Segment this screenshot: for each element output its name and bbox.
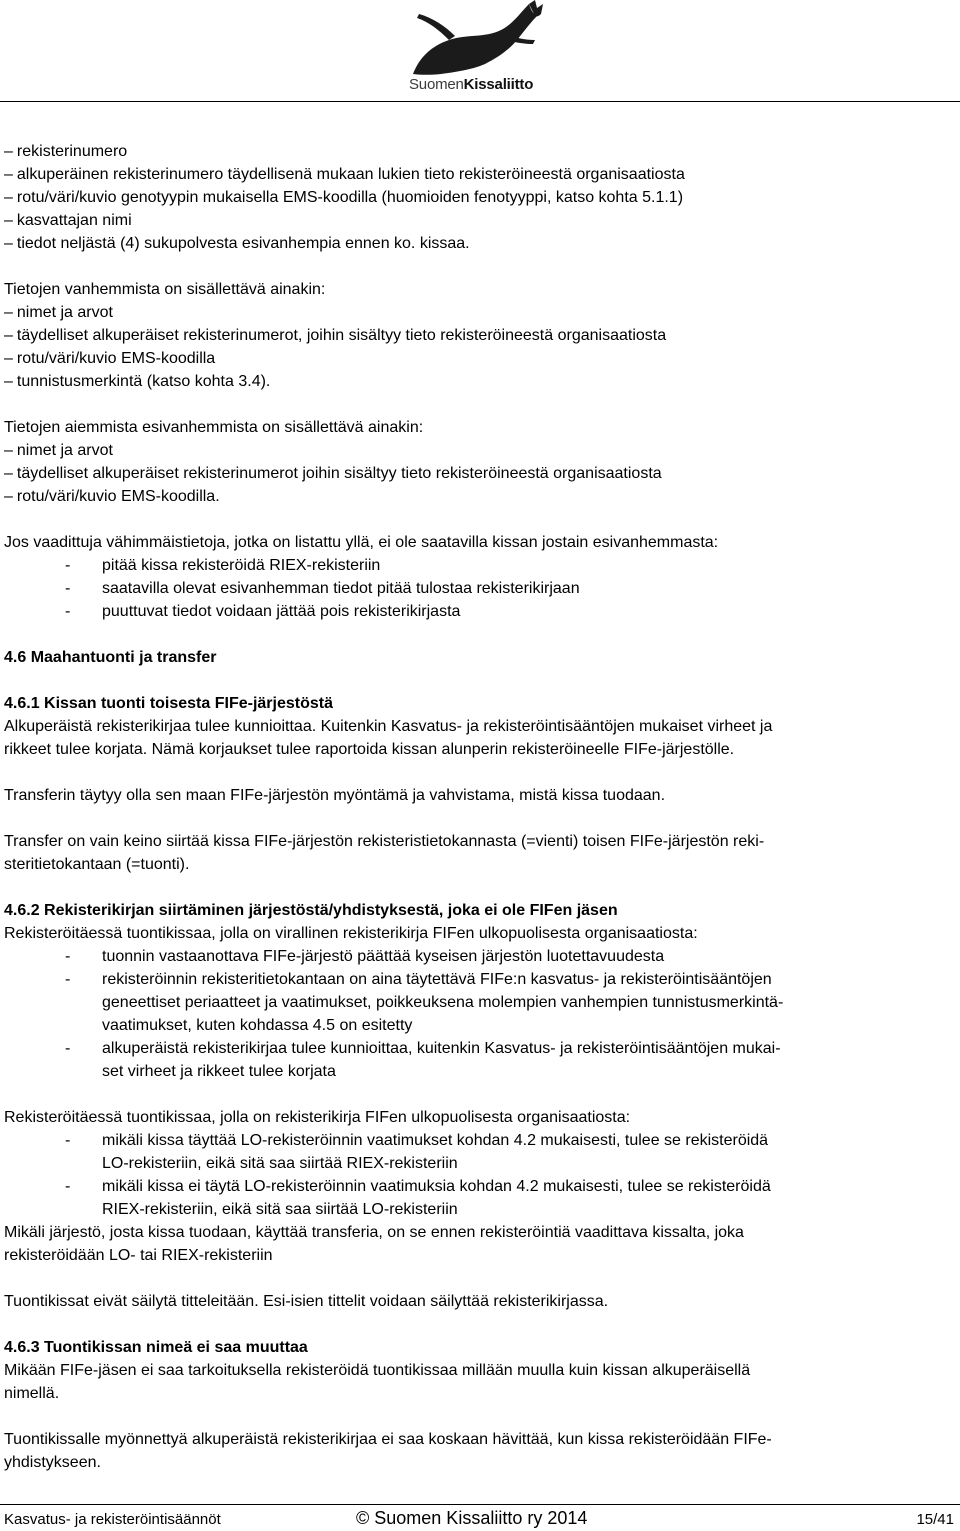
list-item: – nimet ja arvot — [4, 304, 113, 321]
list-item: – rotu/väri/kuvio EMS-koodilla. — [4, 488, 220, 505]
import-list-2 — [4, 1129, 956, 1221]
paragraph: Tuontikissat eivät säilytä titteleitään. Esi-isien tittelit voidaan säilyttää rekisterikirjassa. — [4, 1293, 609, 1310]
paragraph-line: yhdistykseen. — [4, 1454, 101, 1471]
list-item: – rotu/väri/kuvio EMS-koodilla — [4, 350, 216, 367]
list-item: – tunnistusmerkintä (katso kohta 3.4). — [4, 373, 271, 390]
paragraph-line: Mikäli järjestö, josta kissa tuodaan, käyttää transferia, on se ennen rekisteröintiä vaadittava kissalta, joka — [4, 1224, 744, 1241]
paragraph-line: Transfer on vain keino siirtää kissa FIFe-järjestön rekisteristietokannasta (=vienti) toisen FIFe-järjestön reki- — [4, 833, 765, 850]
ancestors-intro: Tietojen aiemmista esivanhemmista on sisällettävä ainakin: — [4, 419, 424, 436]
list-item: – täydelliset alkuperäiset rekisterinumerot joihin sisältyy tieto rekisteröineestä organisaatiosta — [4, 465, 662, 482]
heading-4-6-1: 4.6.1 Kissan tuonti toisesta FIFe-järjestöstä — [4, 695, 333, 712]
logo-text-regular: Suomen — [409, 76, 464, 93]
parents-intro: Tietojen vanhemmista on sisällettävä ainakin: — [4, 281, 326, 298]
heading-4-6-3: 4.6.3 Tuontikissan nimeä ei saa muuttaa — [4, 1339, 308, 1356]
paragraph: Transferin täytyy olla sen maan FIFe-järjestön myöntämä ja vahvistama, mistä kissa tuodaan. — [4, 787, 666, 804]
paragraph-line: Alkuperäistä rekisterikirjaa tulee kunnioittaa. Kuitenkin Kasvatus- ja rekisteröintisääntöjen mukaiset virheet ja — [4, 718, 773, 735]
page-footer — [4, 1508, 954, 1530]
list-item: - pitää kissa rekisteröidä RIEX-rekisteriin — [65, 557, 381, 574]
list-item: - tuonnin vastaanottava FIFe-järjestö päättää kyseisen järjestön luotettavuudesta — [65, 948, 665, 965]
heading-4-6-2: 4.6.2 Rekisterikirjan siirtäminen järjestöstä/yhdistyksestä, joka ei ole FIFen jäsen — [4, 902, 618, 919]
list-item: – rotu/väri/kuvio genotyypin mukaisella EMS-koodilla (huomioiden fenotyyppi, katso kohta 5.1.1) — [4, 189, 684, 206]
list-item: – alkuperäinen rekisterinumero täydellisenä mukaan lukien tieto rekisteröineestä organisaatiosta — [4, 166, 685, 183]
footer-copyright: © Suomen Kissaliitto ry 2014 — [356, 1508, 588, 1528]
list-item: - puuttuvat tiedot voidaan jättää pois rekisterikirjasta — [65, 603, 461, 620]
heading-4-6: 4.6 Maahantuonti ja transfer — [4, 649, 217, 666]
paragraph-line: nimellä. — [4, 1385, 60, 1402]
list-item: - saatavilla olevat esivanhemman tiedot pitää tulostaa rekisterikirjaan — [65, 580, 580, 597]
header-rule — [0, 101, 960, 102]
logo — [405, 0, 555, 98]
list-item: - mikäli kissa ei täytä LO-rekisteröinnin vaatimuksia kohdan 4.2 mukaisesti, tulee se rekisteröidä RIEX-rekisteriin, eikä sitä saa siirtää LO-rekisteriin — [65, 1178, 771, 1218]
logo-text-bold: Kissaliitto — [463, 76, 534, 93]
import-list-1 — [4, 945, 956, 1083]
intro-list — [4, 140, 956, 255]
paragraph-line: rekisteröidään LO- tai RIEX-rekisteriin — [4, 1247, 273, 1264]
paragraph-line: Tuontikissalle myönnettyä alkuperäistä rekisterikirjaa ei saa koskaan hävittää, kun kissa rekisteröidään FIFe- — [4, 1431, 772, 1448]
cat-logo-icon — [405, 0, 555, 78]
logo-wordmark — [409, 76, 533, 93]
page-number: 15/41 — [916, 1511, 954, 1528]
missing-list — [4, 554, 956, 623]
paragraph-line: steritietokantaan (=tuonti). — [4, 856, 190, 873]
paragraph-line: rikkeet tulee korjata. Nämä korjaukset tulee raportoida kissan alunperin rekisteröineelle FIFe-järjestölle. — [4, 741, 735, 758]
list-item: – rekisterinumero — [4, 143, 128, 160]
paragraph: Rekisteröitäessä tuontikissaa, jolla on virallinen rekisterikirja FIFen ulkopuolisesta organisaatiosta: — [4, 925, 698, 942]
list-item: – täydelliset alkuperäiset rekisterinumerot, joihin sisältyy tieto rekisteröineestä organisaatiosta — [4, 327, 667, 344]
footer-rule — [0, 1504, 960, 1505]
document-body — [4, 140, 956, 1474]
parents-list — [4, 301, 956, 393]
list-item: – tiedot neljästä (4) sukupolvesta esivanhempia ennen ko. kissaa. — [4, 235, 470, 252]
ancestors-list — [4, 439, 956, 508]
paragraph: Rekisteröitäessä tuontikissaa, jolla on rekisterikirja FIFen ulkopuolisesta organisaatiosta: — [4, 1109, 631, 1126]
footer-document-title: Kasvatus- ja rekisteröintisäännöt — [4, 1511, 221, 1528]
list-item: - alkuperäistä rekisterikirjaa tulee kunnioittaa, kuitenkin Kasvatus- ja rekisteröintisääntöjen mukai- set virheet ja rikkeet tulee korjata — [65, 1040, 781, 1080]
paragraph-line: Mikään FIFe-jäsen ei saa tarkoituksella rekisteröidä tuontikissaa millään muulla kuin kissan alkuperäisellä — [4, 1362, 751, 1379]
list-item: – kasvattajan nimi — [4, 212, 132, 229]
list-item: – nimet ja arvot — [4, 442, 113, 459]
list-item: - mikäli kissa täyttää LO-rekisteröinnin vaatimukset kohdan 4.2 mukaisesti, tulee se rekisteröidä LO-rekisteriin, eikä sitä saa siirtää RIEX-rekisteriin — [65, 1132, 769, 1172]
missing-intro: Jos vaadittuja vähimmäistietoja, jotka on listattu yllä, ei ole saatavilla kissan jostain esivanhemmasta: — [4, 534, 719, 551]
page-header — [0, 0, 960, 100]
list-item: - rekisteröinnin rekisteritietokantaan on aina täytettävä FIFe:n kasvatus- ja rekisteröintisääntöjen geneettiset periaatteet ja vaatimukset, poikkeuksena molempien vanhempien tunnistusmerkintä- vaatimukset, kuten kohdassa 4.5 on esitetty — [65, 971, 784, 1034]
